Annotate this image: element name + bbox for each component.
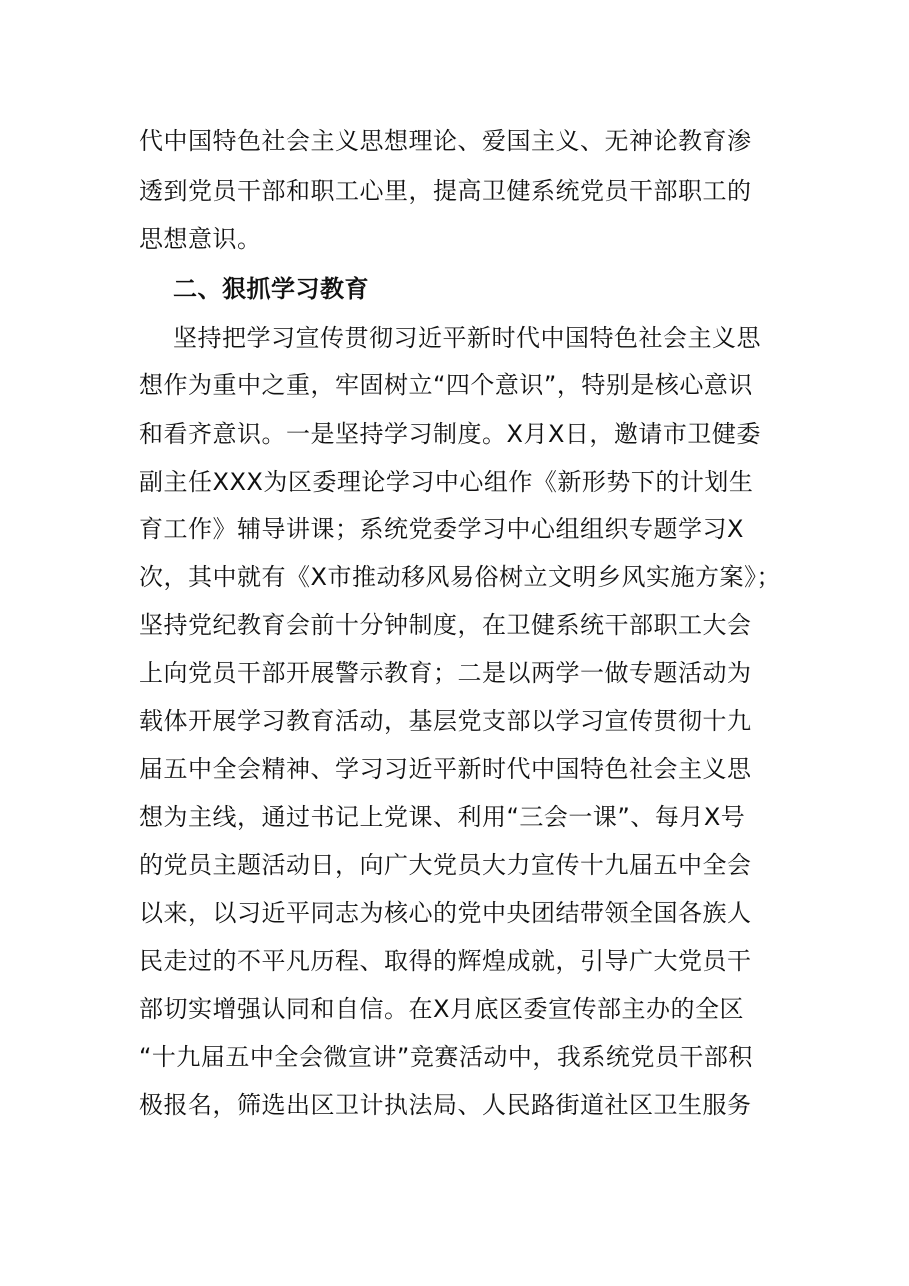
paragraph-line: 透到党员干部和职工心里，提高卫健系统党员干部职工的 bbox=[139, 177, 752, 205]
paragraph-line: 届五中全会精神、学习习近平新时代中国特色社会主义思 bbox=[139, 755, 752, 783]
paragraph-line: 代中国特色社会主义思想理论、爱国主义、无神论教育渗 bbox=[139, 127, 752, 155]
paragraph-line: 坚持党纪教育会前十分钟制度，在卫健系统干部职工大会 bbox=[139, 611, 752, 639]
paragraph-line: 以来，以习近平同志为核心的党中央团结带领全国各族人 bbox=[139, 899, 752, 927]
paragraph-line: 思想意识。 bbox=[139, 225, 262, 253]
paragraph-line: 坚持把学习宣传贯彻习近平新时代中国特色社会主义思 bbox=[173, 324, 761, 352]
paragraph-line: 部切实增强认同和自信。在X月底区委宣传部主办的全区 bbox=[139, 995, 744, 1023]
paragraph-line: 想为主线，通过书记上党课、利用“三会一课”、每月X号 bbox=[139, 803, 746, 831]
paragraph-line: 次，其中就有《X市推动移风易俗树立文明乡风实施方案》； bbox=[139, 563, 781, 591]
paragraph-line: 极报名，筛选出区卫计执法局、人民路街道社区卫生服务 bbox=[139, 1091, 752, 1119]
paragraph-line: 的党员主题活动日，向广大党员大力宣传十九届五中全会 bbox=[139, 851, 752, 879]
paragraph-line: 上向党员干部开展警示教育；二是以两学一做专题活动为 bbox=[139, 659, 752, 687]
section-heading: 二、狠抓学习教育 bbox=[173, 275, 369, 303]
paragraph-line: 育工作》辅导讲课；系统党委学习中心组组织专题学习X bbox=[139, 515, 744, 543]
paragraph-line: 副主任XXX为区委理论学习中心组作《新形势下的计划生 bbox=[139, 468, 754, 496]
paragraph-line: 载体开展学习教育活动，基层党支部以学习宣传贯彻十九 bbox=[139, 707, 752, 735]
paragraph-line: 和看齐意识。一是坚持学习制度。X月X日，邀请市卫健委 bbox=[139, 420, 761, 448]
paragraph-line: 民走过的不平凡历程、取得的辉煌成就，引导广大党员干 bbox=[139, 947, 752, 975]
paragraph-line: 想作为重中之重，牢固树立“四个意识”，特别是核心意识 bbox=[139, 371, 753, 399]
paragraph-line: “十九届五中全会微宣讲”竞赛活动中，我系统党员干部积 bbox=[139, 1043, 753, 1071]
